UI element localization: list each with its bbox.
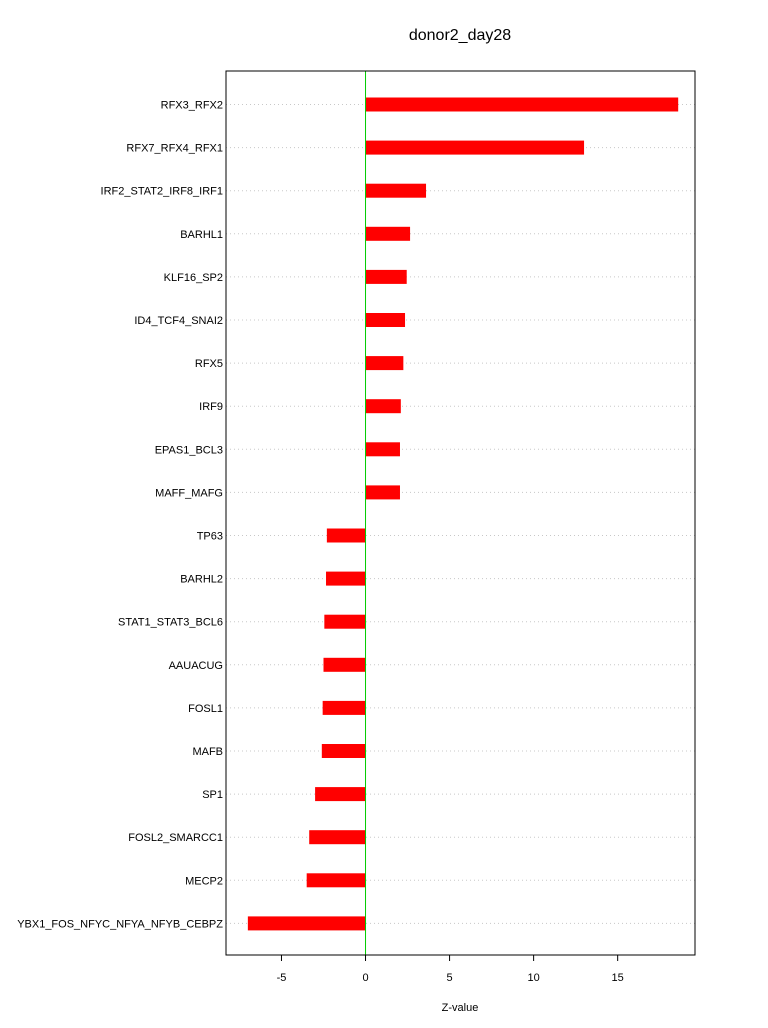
bar [366, 270, 407, 284]
bar [366, 442, 400, 456]
bar [366, 184, 427, 198]
category-label: SP1 [202, 789, 223, 802]
bar [366, 98, 679, 112]
bar [323, 701, 366, 715]
category-label: RFX3_RFX2 [160, 99, 223, 112]
bar [366, 485, 400, 499]
bar [324, 615, 365, 629]
bar [366, 227, 411, 241]
bar [322, 744, 366, 758]
category-label: KLF16_SP2 [163, 271, 223, 284]
category-label: TP63 [196, 530, 223, 543]
bars [248, 98, 678, 931]
bar [309, 830, 365, 844]
bar [315, 787, 365, 801]
category-label: BARHL2 [180, 573, 223, 586]
category-label: RFX7_RFX4_RFX1 [126, 142, 223, 155]
category-labels [17, 100, 223, 931]
plot-frame [226, 71, 695, 955]
x-tick-label: -5 [276, 972, 287, 984]
category-label: FOSL1 [188, 702, 223, 715]
category-label: STAT1_STAT3_BCL6 [118, 616, 223, 629]
bar [366, 141, 585, 155]
bar [366, 356, 404, 370]
bar [307, 873, 366, 887]
category-label: RFX5 [194, 358, 223, 371]
bar [327, 529, 366, 543]
x-axis [277, 955, 624, 984]
category-label: MAFF_MAFG [155, 487, 223, 500]
chart-title: donor2_day28 [408, 27, 512, 44]
category-label: MECP2 [185, 875, 223, 888]
x-tick-label: 10 [527, 972, 540, 984]
category-label: FOSL2_SMARCC1 [128, 832, 223, 845]
bar [248, 916, 366, 930]
bar [323, 658, 365, 672]
category-label: MAFB [192, 746, 223, 758]
x-tick-label: 15 [611, 972, 624, 984]
bar [326, 572, 366, 586]
grid-lines [226, 105, 695, 924]
bar [366, 399, 401, 413]
x-tick-label: 0 [362, 972, 369, 984]
category-label: BARHL1 [180, 228, 223, 241]
category-label: YBX1_FOS_NFYC_NFYA_NFYB_CEBPZ [17, 918, 223, 931]
bar [366, 313, 406, 327]
category-label: IRF9 [199, 401, 223, 414]
x-tick-label: 5 [446, 972, 453, 984]
category-label: EPAS1_BCL3 [154, 444, 223, 457]
category-label: ID4_TCF4_SNAI2 [134, 315, 223, 327]
category-label: AAUACUG [168, 659, 223, 672]
category-label: IRF2_STAT2_IRF8_IRF1 [100, 185, 223, 198]
x-axis-label: Z-value [441, 1002, 479, 1014]
